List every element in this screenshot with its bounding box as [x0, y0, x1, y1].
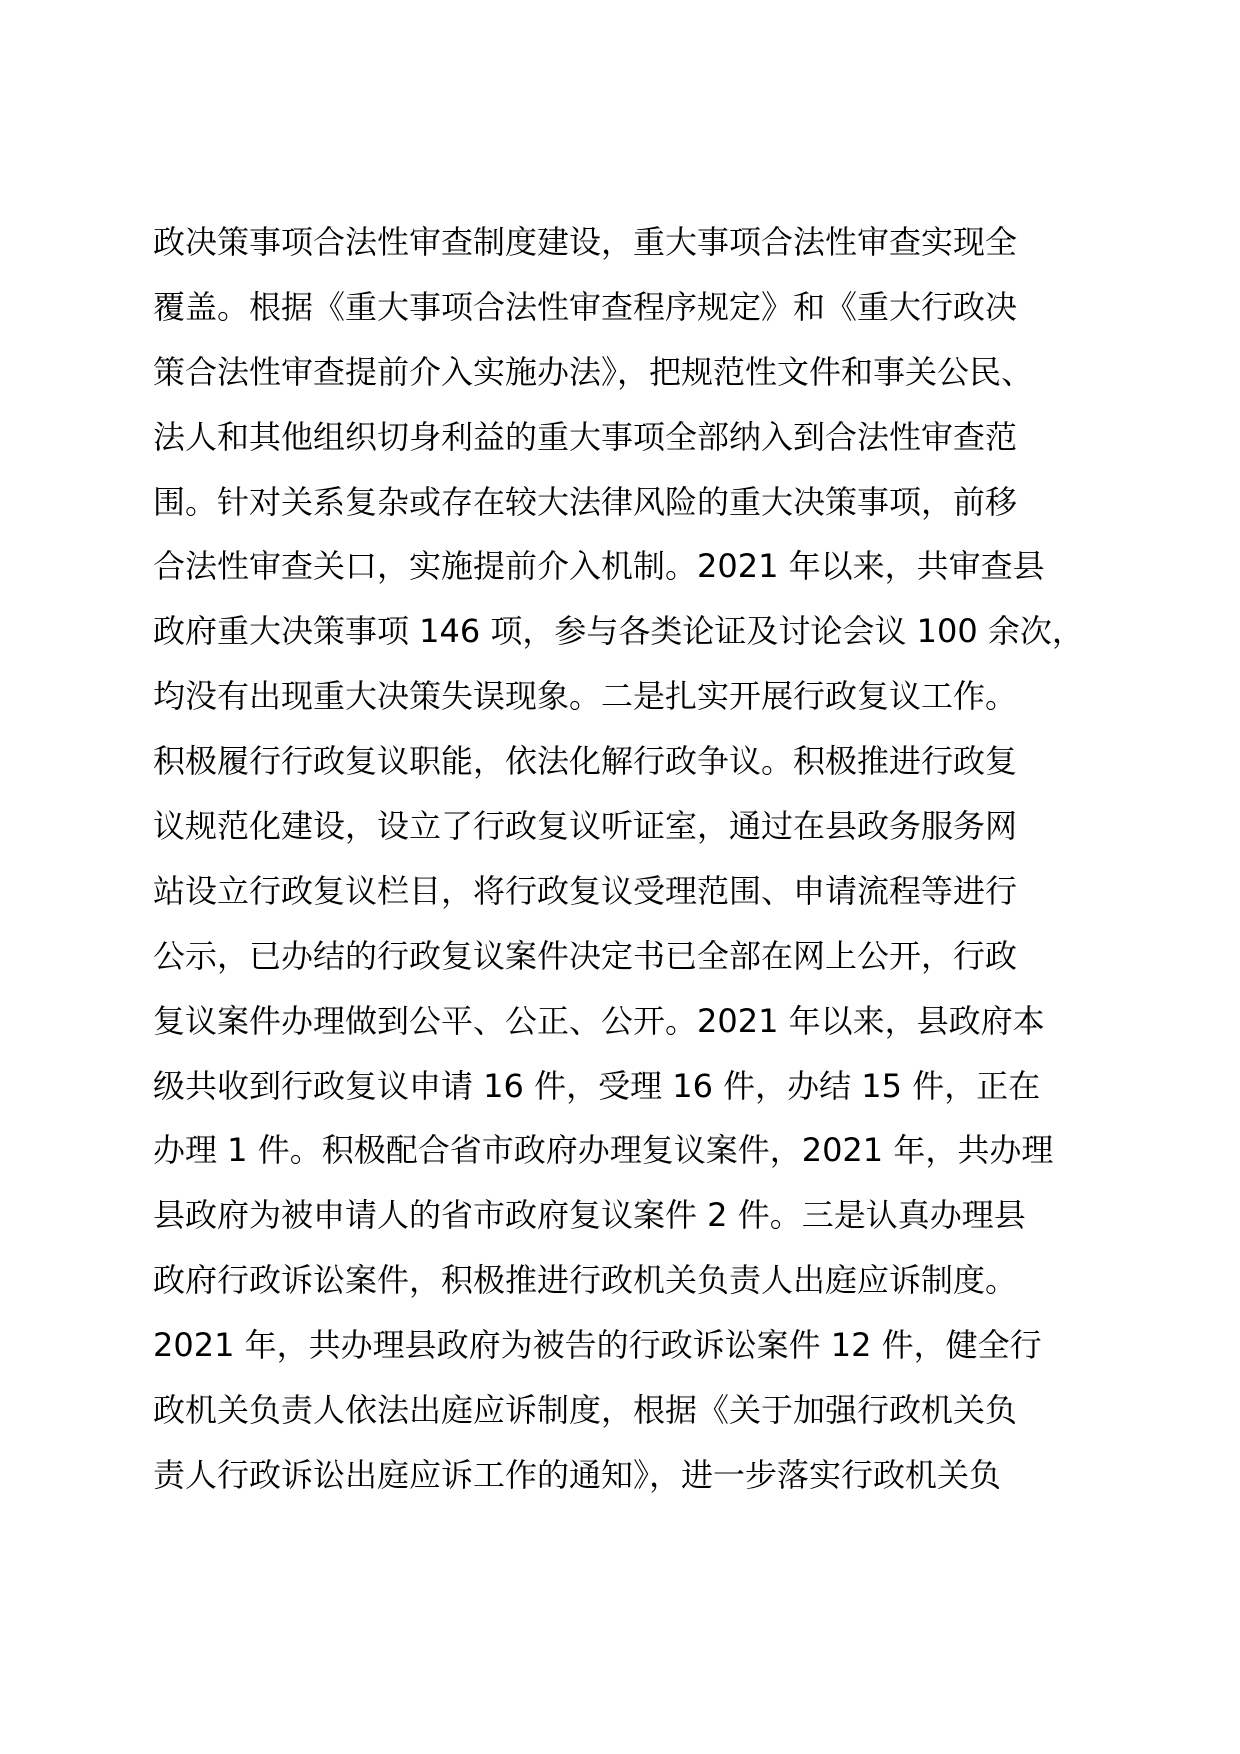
body-paragraph — [153, 219, 1113, 1517]
text-line: 2021 年，共办理县政府为被告的行政诉讼案件 12 件，健全行 — [153, 1326, 1042, 1365]
text-line: 合法性审查关口，实施提前介入机制。2021 年以来，共审查县 — [153, 547, 1045, 586]
text-line: 策合法性审查提前介入实施办法》，把规范性文件和事关公民、 — [153, 352, 1034, 391]
text-line: 复议案件办理做到公平、公正、公开。2021 年以来，县政府本 — [153, 1001, 1045, 1040]
text-line: 县政府为被申请人的省市政府复议案件 2 件。三是认真办理县 — [153, 1196, 1026, 1235]
text-line: 法人和其他组织切身利益的重大事项全部纳入到合法性审查范 — [153, 417, 1018, 456]
text-line: 政决策事项合法性审查制度建设，重大事项合法性审查实现全 — [153, 223, 1018, 261]
text-line: 均没有出现重大决策失误现象。二是扎实开展行政复议工作。 — [153, 677, 1018, 716]
text-line: 议规范化建设，设立了行政复议听证室，通过在县政务服务网 — [153, 807, 1018, 846]
text-line: 政机关负责人依法出庭应诉制度，根据《关于加强行政机关负 — [153, 1391, 1018, 1430]
text-line: 围。针对关系复杂或存在较大法律风险的重大决策事项，前移 — [153, 482, 1018, 521]
text-line: 责人行政诉讼出庭应诉工作的通知》，进一步落实行政机关负 — [153, 1455, 1002, 1494]
text-line: 级共收到行政复议申请 16 件，受理 16 件，办结 15 件，正在 — [153, 1066, 1041, 1105]
text-line: 覆盖。根据《重大事项合法性审查程序规定》和《重大行政决 — [153, 287, 1018, 326]
text-line: 公示，已办结的行政复议案件决定书已全部在网上公开，行政 — [153, 936, 1018, 975]
text-line: 站设立行政复议栏目，将行政复议受理范围、申请流程等进行 — [153, 871, 1018, 910]
text-line: 办理 1 件。积极配合省市政府办理复议案件，2021 年，共办理 — [153, 1131, 1054, 1170]
text-line: 政府行政诉讼案件，积极推进行政机关负责人出庭应诉制度。 — [153, 1261, 1018, 1300]
text-line: 政府重大决策事项 146 项，参与各类论证及讨论会议 100 余次， — [153, 612, 1084, 651]
text-line: 积极履行行政复议职能，依法化解行政争议。积极推进行政复 — [153, 742, 1018, 781]
